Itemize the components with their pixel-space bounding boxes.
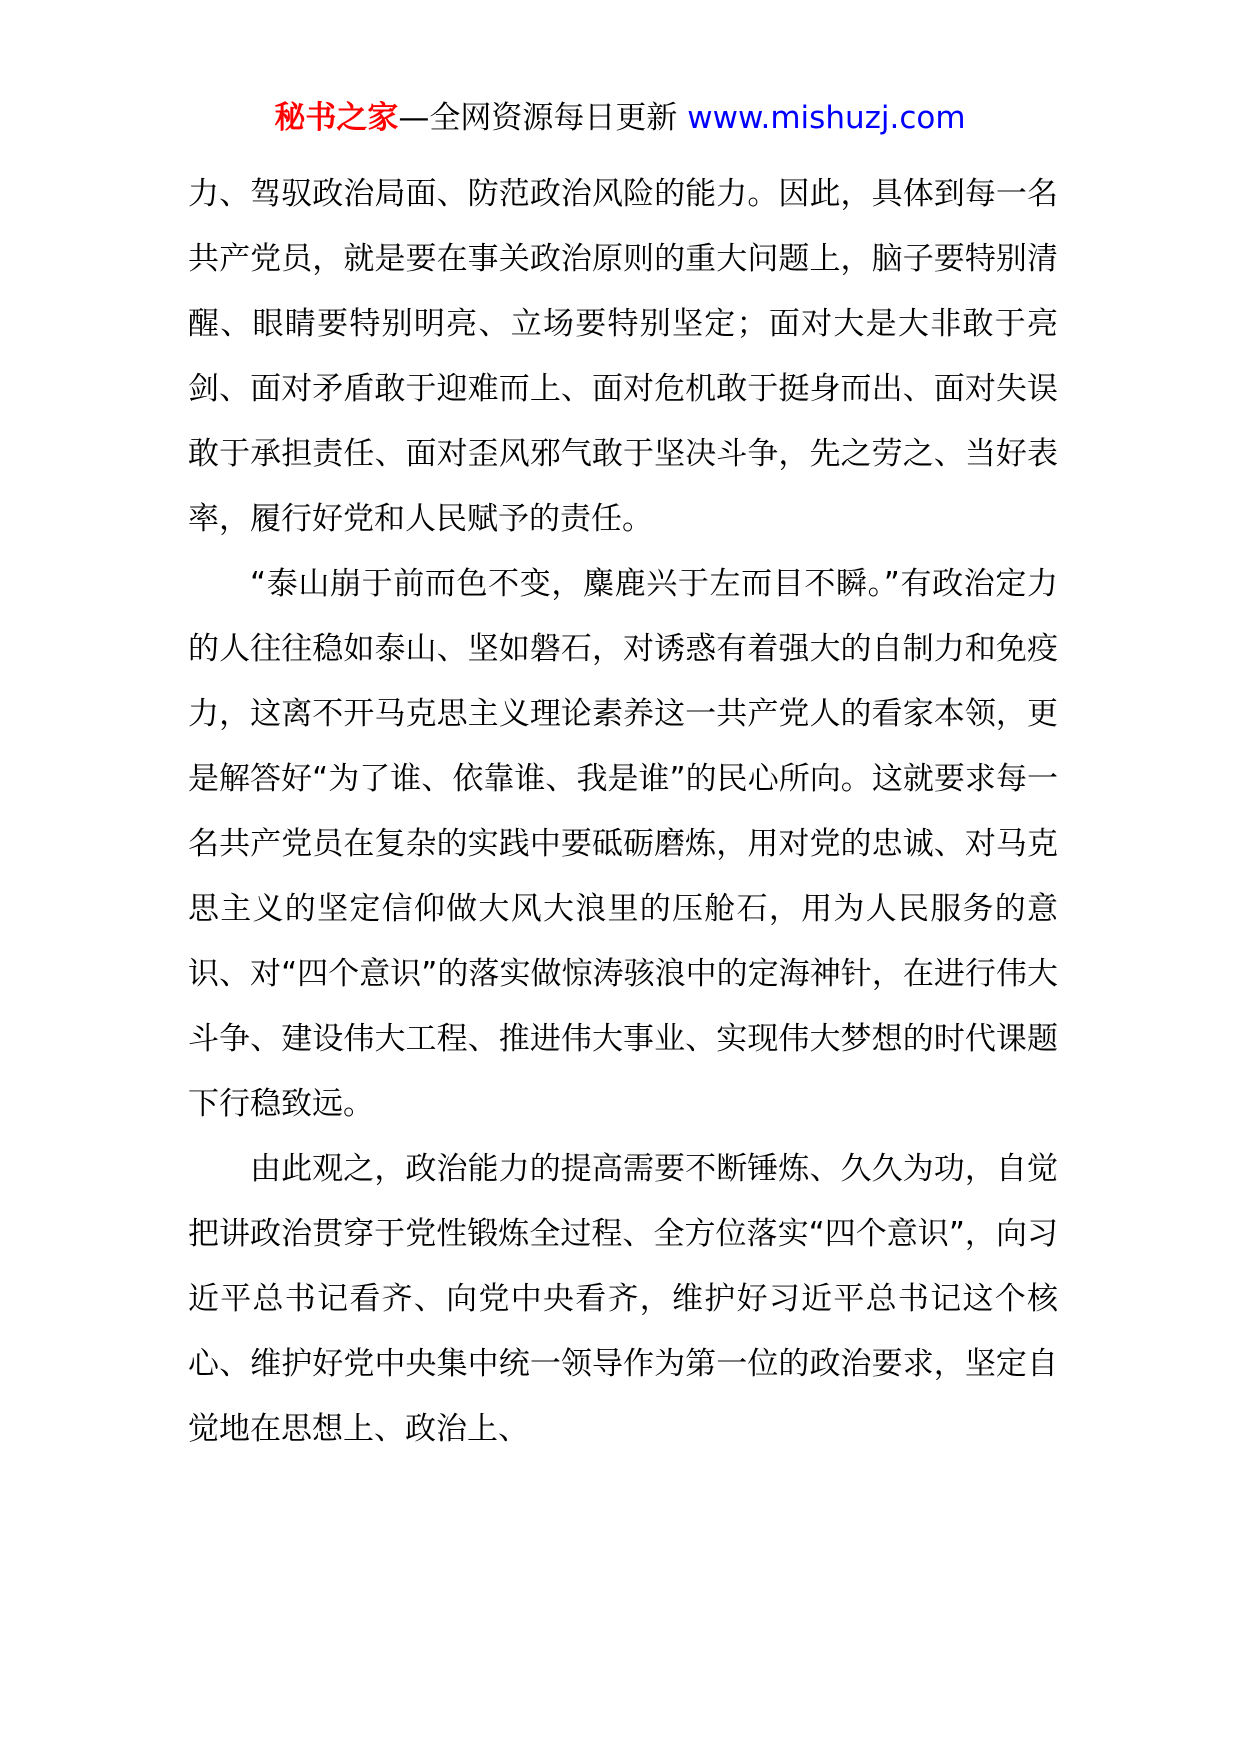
header-slogan: —全网资源每日更新 xyxy=(398,100,688,136)
brand-name: 秘书之家 xyxy=(274,100,399,136)
document-body xyxy=(188,162,1058,1462)
page-header xyxy=(0,98,1240,138)
paragraph-continued: 力、驾驭政治局面、防范政治风险的能力。因此，具体到每一名共产党员，就是要在事关政治原则的重大问题上，脑子要特别清醒、眼睛要特别明亮、立场要特别坚定；面对大是大非敢于亮剑、面对矛盾敢于迎难而上、面对危机敢于挺身而出、面对失误敢于承担责任、面对歪风邪气敢于坚决斗争，先之劳之、当好表率，履行好党和人民赋予的责任。 xyxy=(188,176,1058,537)
paragraph: 由此观之，政治能力的提高需要不断锤炼、久久为功，自觉把讲政治贯穿于党性锻炼全过程、全方位落实“四个意识”，向习近平总书记看齐、向党中央看齐，维护好习近平总书记这个核心、维护好党中央集中统一领导作为第一位的政治要求，坚定自觉地在思想上、政治上、 xyxy=(188,1151,1058,1447)
paragraph: “泰山崩于前而色不变，麋鹿兴于左而目不瞬。”有政治定力的人往往稳如泰山、坚如磐石，对诱惑有着强大的自制力和免疫力，这离不开马克思主义理论素养这一共产党人的看家本领，更是解答好“为了谁、依靠谁、我是谁”的民心所向。这就要求每一名共产党员在复杂的实践中要砥砺磨炼，用对党的忠诚、对马克思主义的坚定信仰做大风大浪里的压舱石，用为人民服务的意识、对“四个意识”的落实做惊涛骇浪中的定海神针，在进行伟大斗争、建设伟大工程、推进伟大事业、实现伟大梦想的时代课题下行稳致远。 xyxy=(188,566,1058,1122)
website-link[interactable]: www.mishuzj.com xyxy=(687,100,966,136)
